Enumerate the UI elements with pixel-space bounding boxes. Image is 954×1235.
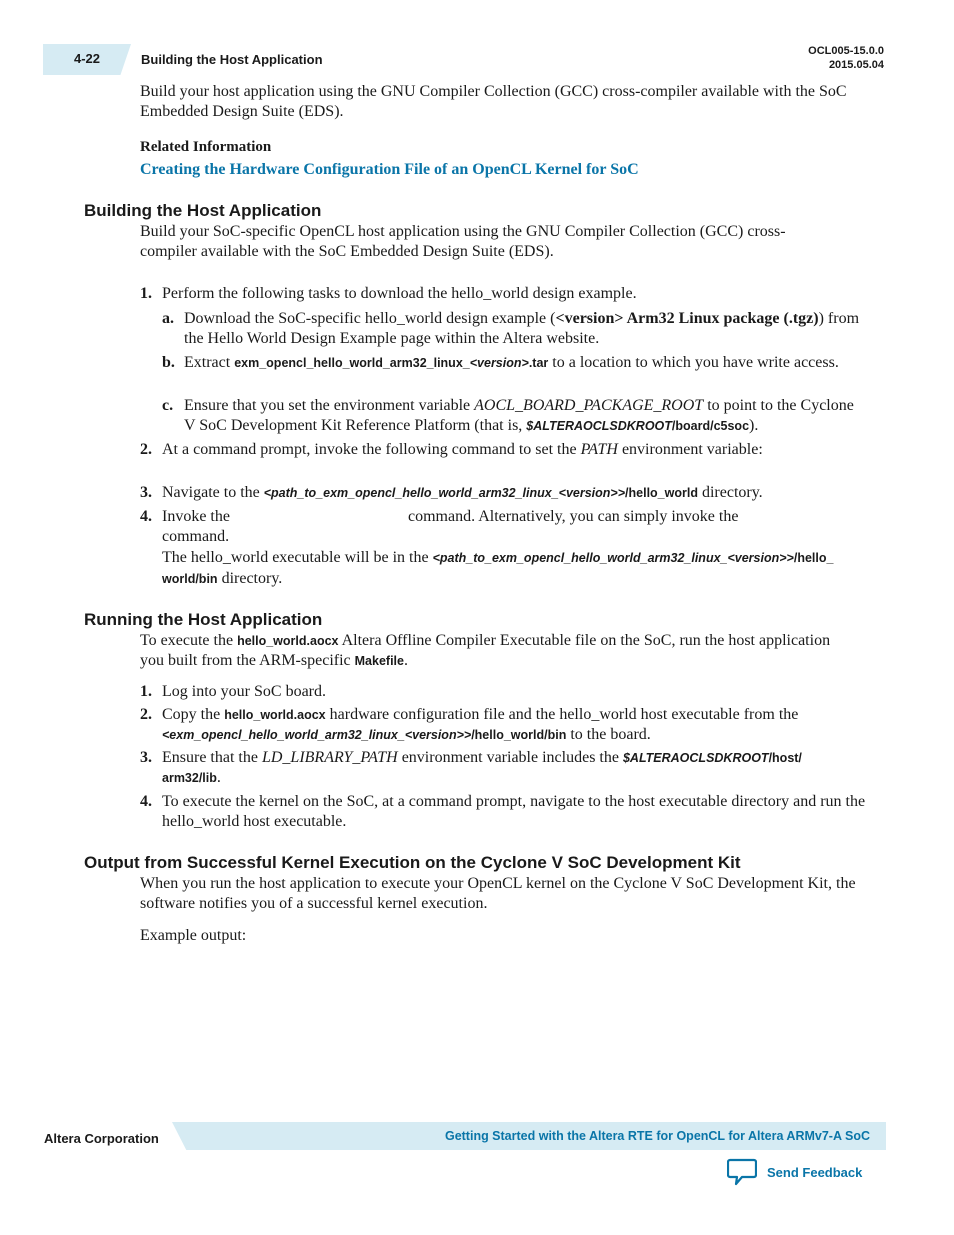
example-output-label: Example output: <box>140 927 247 944</box>
footer-corporation: Altera Corporation <box>44 1131 159 1146</box>
list-item <box>162 353 864 373</box>
list-marker: 4. <box>140 793 152 810</box>
archive-filename <box>234 356 548 370</box>
list-marker: 2. <box>140 441 152 458</box>
build-intro: Build your SoC-specific OpenCL host application using the GNU Compiler Collection (GCC) cross-compiler available with the SoC Embedded Design Suite (EDS). <box>140 223 786 260</box>
code-part: <version> <box>469 356 529 370</box>
list-item <box>140 682 872 702</box>
library-path <box>623 751 802 765</box>
list-marker: 3. <box>140 749 152 766</box>
step-text: ) from the Hello World Design Example page within the Altera website. <box>184 310 860 347</box>
list-marker: c. <box>162 397 174 414</box>
step-text: Extract <box>184 354 235 371</box>
step-text: Ensure that the <box>162 749 262 766</box>
list-item <box>140 284 872 304</box>
list-marker: a. <box>162 310 174 327</box>
output-paragraph: When you run the host application to execute your OpenCL kernel on the Cyclone V SoC Development Kit, the software notifies you of a successful kernel execution. <box>140 875 856 912</box>
step-text: Ensure that you set the environment variable <box>184 397 475 414</box>
env-variable: AOCL_BOARD_PACKAGE_ROOT <box>474 397 704 414</box>
code-part: /board/c5soc <box>671 419 750 433</box>
filename: hello_world.aocx <box>224 708 326 722</box>
code-part: $ALTERAOCLSDKROOT <box>526 419 672 433</box>
step-text: Copy the <box>162 706 225 723</box>
env-variable: PATH <box>580 441 618 458</box>
speech-bubble-icon <box>727 1158 757 1186</box>
related-info-label: Related Information <box>140 139 272 155</box>
step-text: directory. <box>217 570 283 587</box>
section-heading-run: Running the Host Application <box>84 610 323 629</box>
text-part: To execute the <box>140 632 238 649</box>
step-line <box>162 725 872 745</box>
list-item <box>140 748 872 788</box>
page-number: 4-22 <box>74 51 101 66</box>
env-variable: LD_LIBRARY_PATH <box>261 749 398 766</box>
step-text: At a command prompt, invoke the following command to set the <box>162 441 581 458</box>
list-item <box>140 705 872 745</box>
step-text: Navigate to the <box>162 484 264 501</box>
step-line <box>162 569 862 589</box>
code-part: <exm_opencl_hello_world_arm32_linux_<version>> <box>162 728 472 742</box>
step-text: command. Alternatively, you can simply invoke the <box>408 508 739 525</box>
code-part: /hello_world <box>625 486 698 500</box>
send-feedback-link[interactable] <box>727 1158 862 1186</box>
step-text: Download the SoC-specific hello_world design example ( <box>184 310 556 327</box>
send-feedback-label: Send Feedback <box>767 1164 863 1180</box>
step-line <box>162 705 872 725</box>
step-text: command. <box>162 528 230 545</box>
text-part: . <box>403 652 408 669</box>
executable-path: world/bin <box>162 572 218 586</box>
code-part: <path_to_exm_opencl_hello_world_arm32_linux_<version>> <box>432 551 794 565</box>
board-path <box>526 419 749 433</box>
list-marker: 1. <box>140 285 152 302</box>
text-part: Altera Offline Compiler Executable file on the SoC, run the host application you built from the ARM-specific <box>140 632 831 669</box>
footer-doc-title[interactable]: Getting Started with the Altera RTE for OpenCL for Altera ARMv7-A SoC <box>444 1129 870 1143</box>
step-line <box>162 748 872 768</box>
filename: hello_world.aocx <box>237 634 339 648</box>
doc-id: OCL005-15.0.0 <box>808 45 884 57</box>
doc-date: 2015.05.04 <box>828 59 884 71</box>
step-text: Invoke the <box>162 508 230 525</box>
list-item <box>140 440 872 460</box>
directory-path <box>264 486 698 500</box>
section-heading-build: Building the Host Application <box>84 201 322 220</box>
list-item <box>140 792 872 832</box>
step-text: . <box>216 769 221 786</box>
code-part: exm_opencl_hello_world_arm32_linux_ <box>234 356 470 370</box>
step-text: to the board. <box>566 726 651 743</box>
code-part: <path_to_exm_opencl_hello_world_arm32_linux_<version>> <box>263 486 626 500</box>
list-item <box>162 396 864 436</box>
doc-id-block <box>808 44 884 72</box>
package-name: <version> Arm32 Linux package (.tgz) <box>555 310 819 327</box>
step-text: to a location to which you have write access. <box>548 354 839 371</box>
step-text: To execute the kernel on the SoC, at a command prompt, navigate to the host executable directory and run the hello_world host executable. <box>162 793 866 830</box>
list-item <box>140 507 862 589</box>
code-part: .tar <box>528 356 549 370</box>
related-info-link[interactable]: Creating the Hardware Configuration File of an OpenCL Kernel for SoC <box>140 161 639 178</box>
list-marker: b. <box>162 354 175 371</box>
list-item <box>140 483 872 503</box>
step-text: to point to the Cyclone V SoC Development Kit Reference Platform (that is, <box>184 397 854 434</box>
intro-paragraph: Build your host application using the GNU Compiler Collection (GCC) cross-compiler available with the SoC Embedded Design Suite (EDS). <box>140 83 847 120</box>
list-marker: 2. <box>140 706 152 723</box>
step-text: directory. <box>697 484 763 501</box>
run-intro <box>140 631 840 671</box>
executable-path <box>433 551 834 565</box>
step-line <box>162 768 872 788</box>
list-item <box>162 309 864 349</box>
running-title: Building the Host Application <box>141 52 323 67</box>
list-marker: 3. <box>140 484 152 501</box>
library-path: arm32/lib <box>162 771 217 785</box>
step-text: hardware configuration file and the hello_world host executable from the <box>325 706 799 723</box>
step-text: ). <box>749 417 759 434</box>
step-text: The hello_world executable will be in the <box>162 549 433 566</box>
code-part: /hello_ <box>793 551 834 565</box>
filename: Makefile <box>354 654 404 668</box>
step-text: Perform the following tasks to download the hello_world design example. <box>162 285 637 302</box>
step-line <box>162 507 862 527</box>
section-heading-output: Output from Successful Kernel Execution on the Cyclone V SoC Development Kit <box>84 853 741 872</box>
list-marker: 1. <box>140 683 152 700</box>
code-part: /hello_world/bin <box>471 728 567 742</box>
step-text: environment variable includes the <box>397 749 623 766</box>
list-marker: 4. <box>140 508 152 525</box>
step-text: Log into your SoC board. <box>162 683 326 700</box>
step-text: environment variable: <box>617 441 763 458</box>
code-part: $ALTERAOCLSDKROOT <box>622 751 769 765</box>
directory-path <box>162 728 566 742</box>
step-line <box>162 548 862 568</box>
code-part: /host/ <box>768 751 802 765</box>
